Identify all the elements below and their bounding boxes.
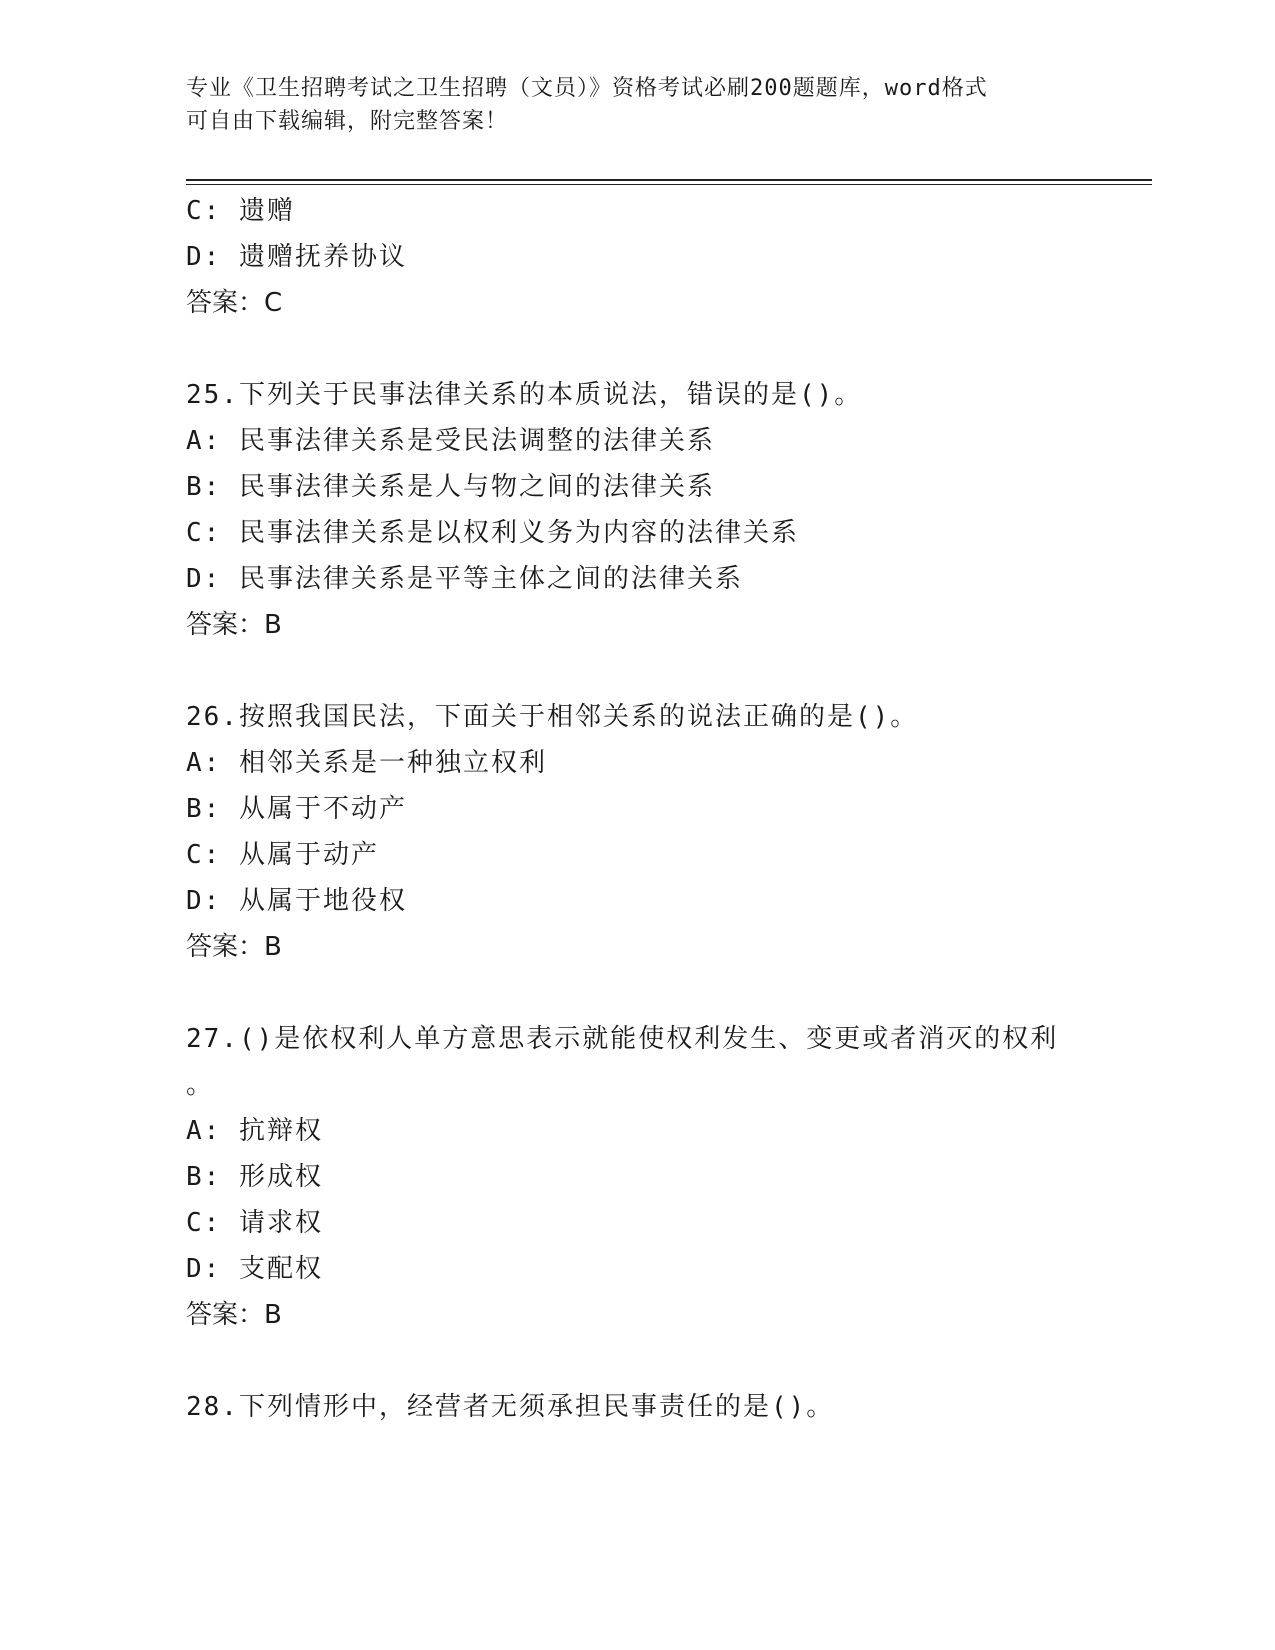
- option-b: B: 形成权: [186, 1162, 323, 1192]
- spacer: [186, 970, 1086, 1016]
- option-a: A: 民事法律关系是受民法调整的法律关系: [186, 426, 715, 456]
- option-c: C: 请求权: [186, 1208, 323, 1238]
- option-d: D: 民事法律关系是平等主体之间的法律关系: [186, 564, 743, 594]
- option-c: C: 民事法律关系是以权利义务为内容的法律关系: [186, 518, 799, 548]
- option-c: C: 从属于动产: [186, 840, 379, 870]
- option-d: D: 从属于地役权: [186, 886, 407, 916]
- question-stem: 28.下列情形中，经营者无须承担民事责任的是()。: [186, 1392, 835, 1422]
- answer-line: 答案：B: [186, 932, 282, 962]
- question-25: [186, 372, 1086, 648]
- option-b: B: 从属于不动产: [186, 794, 407, 824]
- question-stem: 25.下列关于民事法律关系的本质说法，错误的是()。: [186, 380, 863, 410]
- question-27: [186, 1016, 1086, 1338]
- option-c: C: 遗赠: [186, 196, 295, 226]
- question-stem: 26.按照我国民法，下面关于相邻关系的说法正确的是()。: [186, 702, 919, 732]
- question-24-continued: [186, 188, 1086, 326]
- question-28: [186, 1384, 1086, 1430]
- header-line-2: 可自由下载编辑，附完整答案！: [186, 109, 509, 134]
- answer-line: 答案：B: [186, 610, 282, 640]
- option-d: D: 遗赠抚养协议: [186, 242, 407, 272]
- answer-line: 答案：C: [186, 288, 283, 318]
- spacer: [186, 326, 1086, 372]
- option-a: A: 相邻关系是一种独立权利: [186, 748, 547, 778]
- answer-line: 答案：B: [186, 1300, 282, 1330]
- question-stem: 27.()是依权利人单方意思表示就能使权利发生、变更或者消灭的权利: [186, 1024, 1059, 1054]
- option-a: A: 抗辩权: [186, 1116, 323, 1146]
- spacer: [186, 648, 1086, 694]
- question-26: [186, 694, 1086, 970]
- option-d: D: 支配权: [186, 1254, 323, 1284]
- header-divider-thick: [186, 179, 1152, 181]
- header-divider-thin: [186, 184, 1152, 185]
- document-header: [186, 72, 1086, 138]
- option-b: B: 民事法律关系是人与物之间的法律关系: [186, 472, 715, 502]
- question-list: [186, 188, 1086, 1430]
- header-line-1: 专业《卫生招聘考试之卫生招聘（文员）》资格考试必刷200题题库，word格式: [186, 76, 988, 101]
- question-stem-continuation: 。: [186, 1070, 215, 1100]
- spacer: [186, 1338, 1086, 1384]
